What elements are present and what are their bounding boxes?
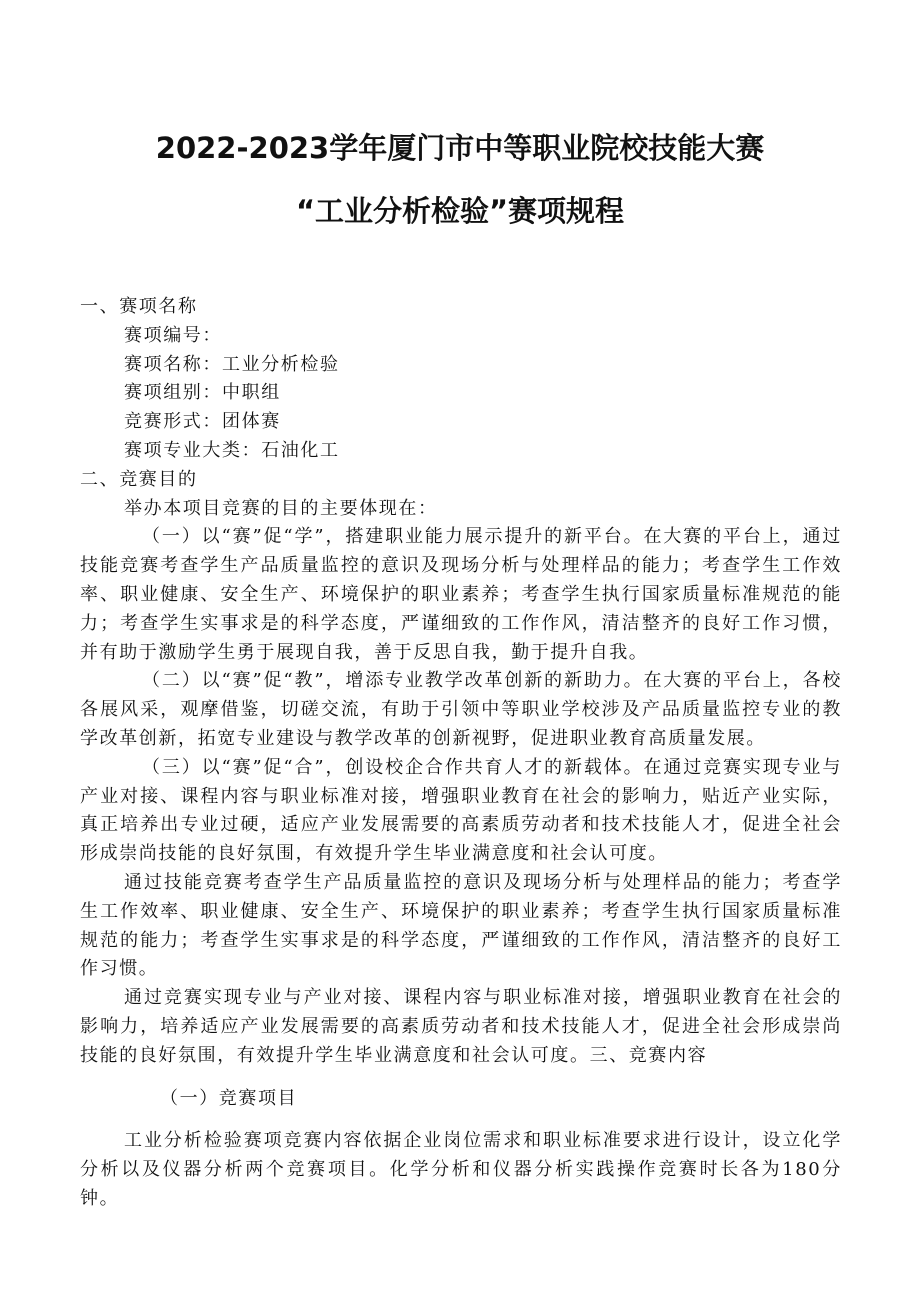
purpose-summary-2: 通过竞赛实现专业与产业对接、课程内容与职业标准对接，增强职业教育在社会的影响力，培养适应产业发展需要的高素质劳动者和技术技能人才，促进全社会形成崇尚技能的良好氛围，有效提升学生毕业满意度和社会认可度。三、竞赛内容 (80, 987, 842, 1066)
competition-items-paragraph: 工业分析检验赛项竞赛内容依据企业岗位需求和职业标准要求进行设计，设立化学分析以及仪器分析两个竞赛项目。化学分析和仪器分析实践操作竞赛时长各为180分钟。 (80, 1130, 842, 1209)
purpose-intro: 举办本项目竞赛的目的主要体现在： (124, 497, 438, 519)
purpose-paragraph-1: （一）以“赛”促“学”，搭建职业能力展示提升的新平台。在大赛的平台上，通过技能竞赛考查学生产品质量监控的意识及现场分析与处理样品的能力；考查学生工作效率、职业健康、安全生产、环境保护的职业素养；考查学生执行国家质量标准规范的能力；考查学生实事求是的科学态度，严谨细致的工作作风，清洁整齐的良好工作习惯，并有助于激励学生勇于展现自我，善于反思自我，勤于提升自我。 (80, 526, 842, 663)
section-heading-2: 二、竞赛目的 (80, 468, 198, 490)
competition-format: 竞赛形式：团体赛 (124, 411, 281, 433)
event-group: 赛项组别：中职组 (124, 382, 281, 404)
competition-items-heading: （一）竞赛项目 (160, 1087, 298, 1109)
purpose-paragraph-2: （二）以“赛”促“教”，增添专业教学改革创新的新助力。在大赛的平台上，各校各展风采，观摩借鉴，切磋交流，有助于引领中等职业学校涉及产品质量监控专业的教学改革创新，拓宽专业建设与教学改革的创新视野，促进职业教育高质量发展。 (80, 670, 842, 749)
purpose-summary-1: 通过技能竞赛考查学生产品质量监控的意识及现场分析与处理样品的能力；考查学生工作效率、职业健康、安全生产、环境保护的职业素养；考查学生执行国家质量标准规范的能力；考查学生实事求是的科学态度，严谨细致的工作作风，清洁整齐的良好工作习惯。 (80, 871, 842, 980)
purpose-paragraph-3: （三）以“赛”促“合”，创设校企合作共育人才的新载体。在通过竞赛实现专业与产业对接、课程内容与职业标准对接，增强职业教育在社会的影响力，贴近产业实际，真正培养出专业过硬，适应产业发展需要的高素质劳动者和技术技能人才，促进全社会形成崇尚技能的良好氛围，有效提升学生毕业满意度和社会认可度。 (80, 756, 842, 865)
document-body (80, 293, 842, 1214)
document-subtitle: “工业分析检验”赛项规程 (295, 194, 625, 228)
event-major: 赛项专业大类：石油化工 (124, 439, 340, 461)
event-number: 赛项编号： (124, 324, 222, 346)
document-title: 2022-2023学年厦门市中等职业院校技能大赛 (155, 131, 765, 165)
section-heading-1: 一、赛项名称 (80, 296, 198, 317)
event-name: 赛项名称：工业分析检验 (124, 353, 340, 375)
